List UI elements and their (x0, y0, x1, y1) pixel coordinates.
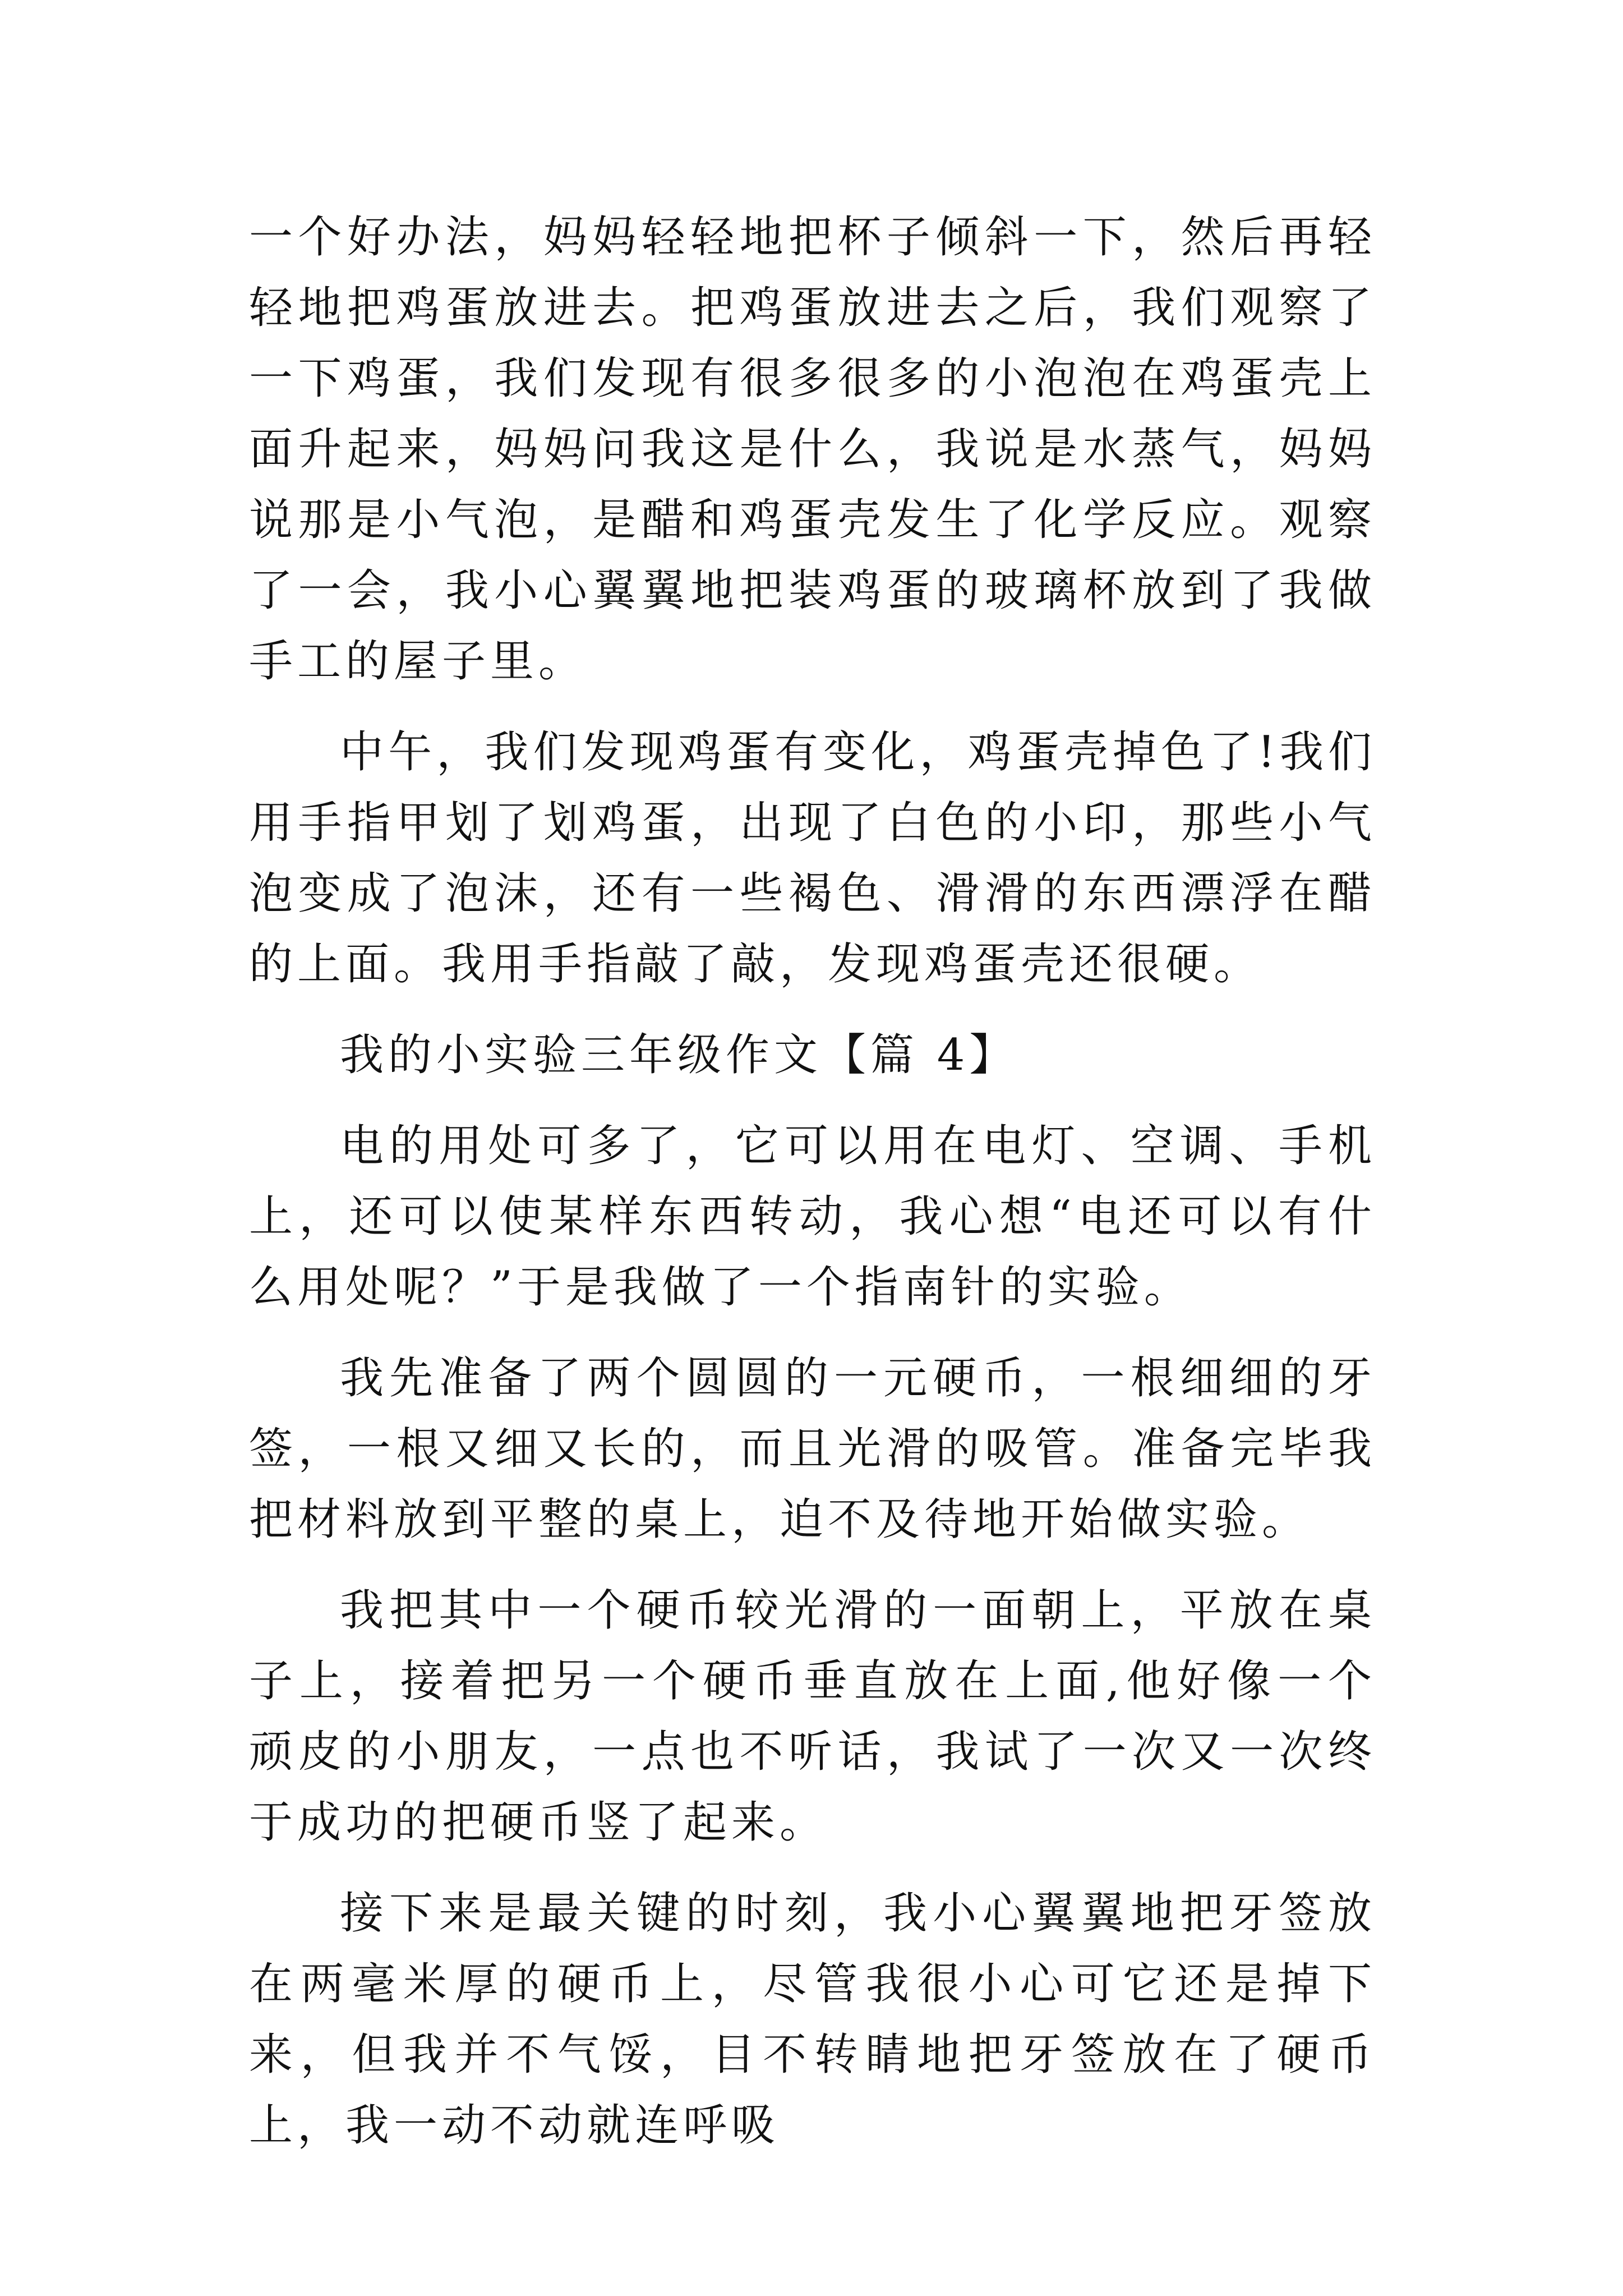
paragraph-6: 接下来是最关键的时刻，我小心翼翼地把牙签放在两毫米厚的硬币上，尽管我很小心可它还是掉下来，但我并不气馁，目不转睛地把牙签放在了硬币上，我一动不动就连呼吸 (249, 1888, 1376, 2151)
paragraph-2: 中午，我们发现鸡蛋有变化，鸡蛋壳掉色了!我们用手指甲划了划鸡蛋，出现了白色的小印，那些小气泡变成了泡沫，还有一些褐色、滑滑的东西漂浮在醋的上面。我用手指敲了敲，发现鸡蛋壳还很硬。 (249, 727, 1376, 990)
section-heading: 我的小实验三年级作文【篇 4】 (340, 1030, 1018, 1080)
paragraph-4: 我先准备了两个圆圆的一元硬币，一根细细的牙签，一根又细又长的，而且光滑的吸管。准备完毕我把材料放到平整的桌上，迫不及待地开始做实验。 (249, 1353, 1376, 1545)
paragraph-1: 一个好办法，妈妈轻轻地把杯子倾斜一下，然后再轻轻地把鸡蛋放进去。把鸡蛋放进去之后，我们观察了一下鸡蛋，我们发现有很多很多的小泡泡在鸡蛋壳上面升起来，妈妈问我这是什么，我说是水蒸气，妈妈说那是小气泡，是醋和鸡蛋壳发生了化学反应。观察了一会，我小心翼翼地把装鸡蛋的玻璃杯放到了我做手工的屋子里。 (249, 212, 1376, 687)
paragraph-3: 电的用处可多了，它可以用在电灯、空调、手机上，还可以使某样东西转动，我心想“电还可以有什么用处呢？”于是我做了一个指南针的实验。 (249, 1121, 1376, 1313)
document-body (249, 202, 1376, 2181)
paragraph-5: 我把其中一个硬币较光滑的一面朝上，平放在桌子上，接着把另一个硬币垂直放在上面,他好像一个顽皮的小朋友，一点也不听话，我试了一次又一次终于成功的把硬币竖了起来。 (249, 1585, 1376, 1848)
